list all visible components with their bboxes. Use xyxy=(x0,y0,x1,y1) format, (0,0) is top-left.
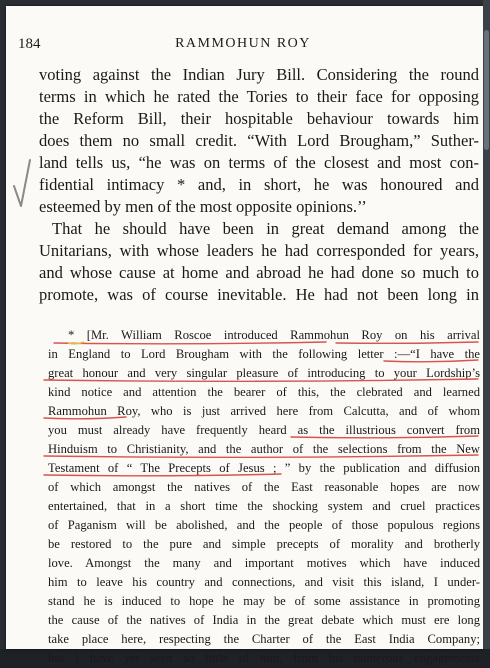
footnote-line-8: Testament of “ The Precepts of Jesus ; ” by the publication and diffusion xyxy=(48,461,480,475)
footnote-line-18: but I have yet seen so little of him, from his numerous engagements xyxy=(48,651,480,665)
footnote-line-5: Rammohun Roy, who is just arrived here from Calcutta, and of whom xyxy=(48,404,480,418)
underline-rammohun-roy-1 xyxy=(336,342,478,343)
footnote-line-4: kind notice and attention the bearer of this, the clebrated and learned xyxy=(48,385,480,399)
vertical-scrollbar[interactable] xyxy=(483,0,490,649)
footnote-line-10: entertained, that in a short time the shocking system and cruel practices xyxy=(48,499,480,513)
underline-heard-as xyxy=(291,436,478,438)
red-underline-annotations xyxy=(6,6,483,649)
footnote-line-6: you must already have frequently heard as the illustrious convert from xyxy=(48,423,480,437)
footnote-line-3: great honour and very singular pleasure of introducing to your Lordship’s xyxy=(48,366,480,380)
underline-hinduism xyxy=(44,455,478,457)
body-line-1: voting against the Indian Jury Bill. Considering the round xyxy=(39,65,479,84)
footnote-line-11: of Paganism will be abolished, and the people of those populous regions xyxy=(48,518,480,532)
body-line-11: promote, was of course inevitable. He had not been long in xyxy=(39,285,479,304)
footnote-line-2: in England to Lord Brougham with the following letter :—“I have the xyxy=(48,347,480,361)
body-line-4: does them no small credit. “With Lord Brougham,” Suther- xyxy=(39,131,479,150)
body-line-6: fidential intimacy * and, in short, he was honoured and xyxy=(39,175,479,194)
body-line-8: That he should have been in great demand among the xyxy=(52,219,479,238)
underline-rammohun-roy-2 xyxy=(44,417,126,419)
footnote-line-16: the cause of the natives of India in the great debate which must ere long xyxy=(48,613,480,627)
footnote-line-1: * [Mr. William Roscoe introduced Rammohun Roy on his arrival xyxy=(68,328,480,342)
body-line-2: terms in which he rated the Tories to their face for opposing xyxy=(39,87,479,106)
underline-testament xyxy=(44,474,281,476)
footnote-line-15: stand he is induced to hope he may be of some assistance in promoting xyxy=(48,594,480,608)
page-number: 184 xyxy=(18,36,41,52)
footnote-line-12: be restored to the pure and simple precepts of morality and brotherly xyxy=(48,537,480,551)
footnote-line-17: take place here, respecting the Charter of the East India Company; xyxy=(48,632,480,646)
underline-roscoe xyxy=(54,342,326,344)
body-line-9: Unitarians, with whose leaders he had corresponded for years, xyxy=(39,241,479,260)
book-page xyxy=(6,6,483,665)
scrollbar-thumb[interactable] xyxy=(484,30,489,150)
body-line-7: esteemed by men of the most opposite opinions.’’ xyxy=(39,197,367,216)
footnote-line-13: love. Amongst the many and important motives which have induced xyxy=(48,556,480,570)
body-line-5: land tells us, “he was on terms of the closest and most con- xyxy=(39,153,479,172)
body-line-3: the Reform Bill, their hospitable behaviour towards him xyxy=(39,109,479,128)
footnote-line-14: him to leave his country and connections, and visit this island, I under- xyxy=(48,575,480,589)
footnote-line-9: of which amongst the natives of the East reasonable hopes are now xyxy=(48,480,480,494)
underline-i-have-the xyxy=(384,360,478,362)
footnote-line-7: Hinduism to Christianity, and the author of the selections from the New xyxy=(48,442,480,456)
running-title: RAMMOHUN ROY xyxy=(175,36,311,51)
body-line-10: and whose cause at home and abroad he had done so much to xyxy=(39,263,479,282)
underline-great-honour xyxy=(44,379,478,381)
